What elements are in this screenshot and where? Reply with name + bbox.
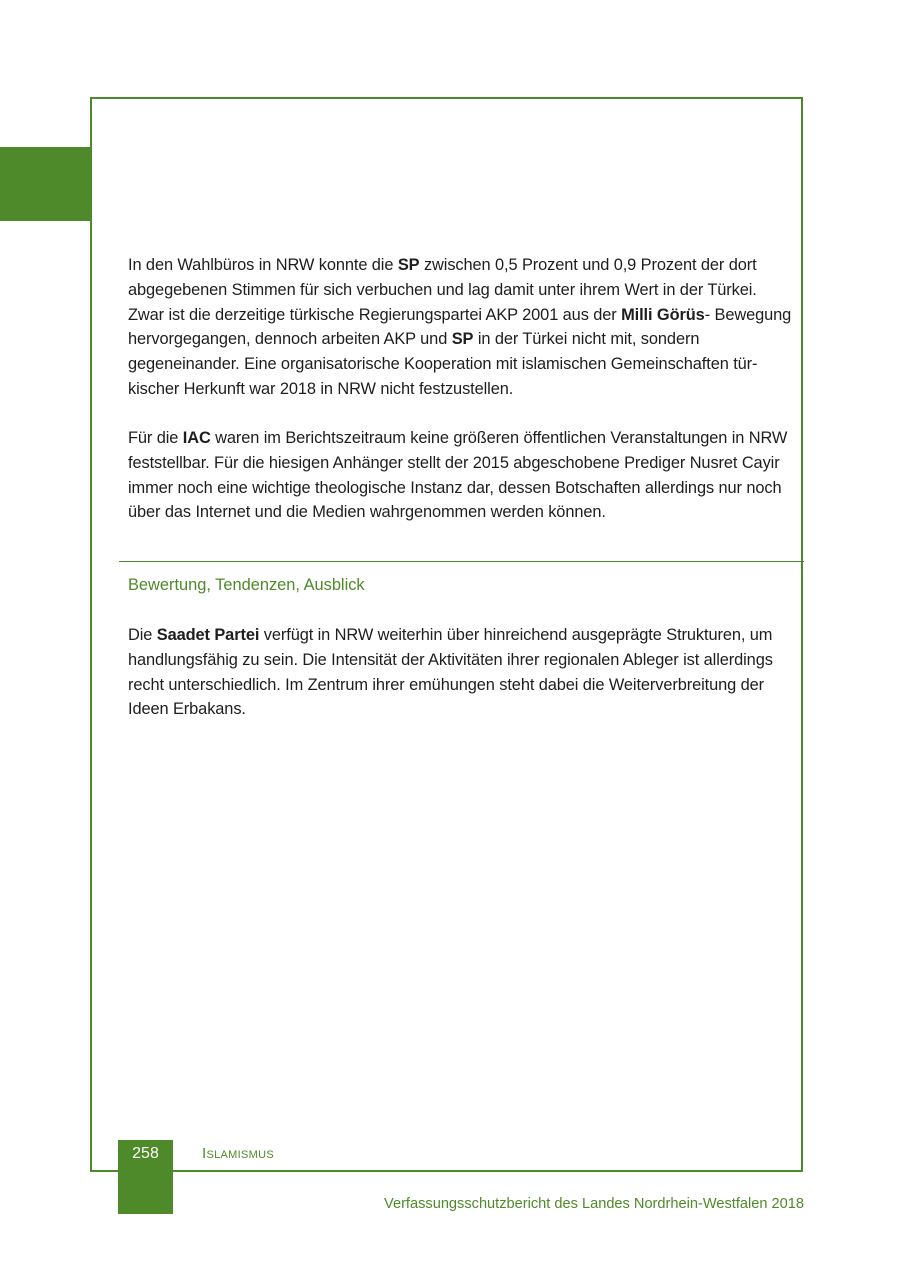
section-divider — [119, 561, 804, 562]
bold-term-saadet-partei: Saadet Partei — [156, 626, 260, 644]
text-run: Die — [128, 626, 157, 644]
report-title: Verfassungsschutzbericht des Landes Nordrhein-Westfalen 2018 — [384, 1196, 804, 1212]
bold-term-milli-goerues: Milli Görüs — [621, 305, 705, 324]
text-run: Für die — [128, 429, 183, 447]
text-run: zwischen 0,5 Prozent und 0,9 Prozent der dort abgegebenen Stimmen für sich verbuchen und lag damit unter ihrem Wert in der Türkei. Zwar ist die derzeitige türkische Regierungspartei AKP 2001 aus der — [128, 256, 757, 324]
bold-term-sp: SP — [451, 330, 474, 349]
text-run: - Bewegung hervorgegangen, dennoch arbeiten AKP und — [128, 305, 792, 349]
paragraph-iac — [128, 426, 796, 525]
text-run: waren im Berichtszeitraum keine größeren öffentlichen Veranstaltungen in NRW feststellbar. Für die hiesigen Anhänger stellt der 2015 abgeschobene Prediger Nusret Cayir immer noch eine wichtige theologische Instanz dar, dessen Botschaften allerdings nur noch über das Internet und die Medien wahrgenommen werden können. — [128, 429, 788, 522]
paragraph-sp-results — [128, 253, 796, 402]
text-run: verfügt in NRW weiterhin über hinreichend ausgeprägte Strukturen, um handlungsfähig zu sein. Die Intensität der Aktivitäten ihrer regionalen Ableger ist allerdings recht unterschiedlich. Im Zentrum ihrer emühungen steht dabei die Weiterverbreitung der Ideen Erbakans. — [128, 626, 773, 719]
bold-term-sp: SP — [397, 256, 420, 274]
side-color-tab — [0, 147, 91, 221]
page-number: 258 — [132, 1145, 159, 1162]
bold-term-iac: IAC — [182, 429, 211, 447]
chapter-label: Islamismus — [202, 1145, 274, 1162]
section-heading: Bewertung, Tendenzen, Ausblick — [128, 576, 365, 594]
text-run: In den Wahlbüros in NRW konnte die — [128, 256, 398, 274]
paragraph-assessment — [128, 623, 796, 722]
page-number-box — [118, 1140, 173, 1214]
text-run: in der Türkei nicht mit, sondern gegeneinander. Eine organisatorische Kooperation mit islamischen Gemeinschaften türkischer Herkunft war 2018 in NRW nicht festzustellen. — [128, 330, 758, 398]
